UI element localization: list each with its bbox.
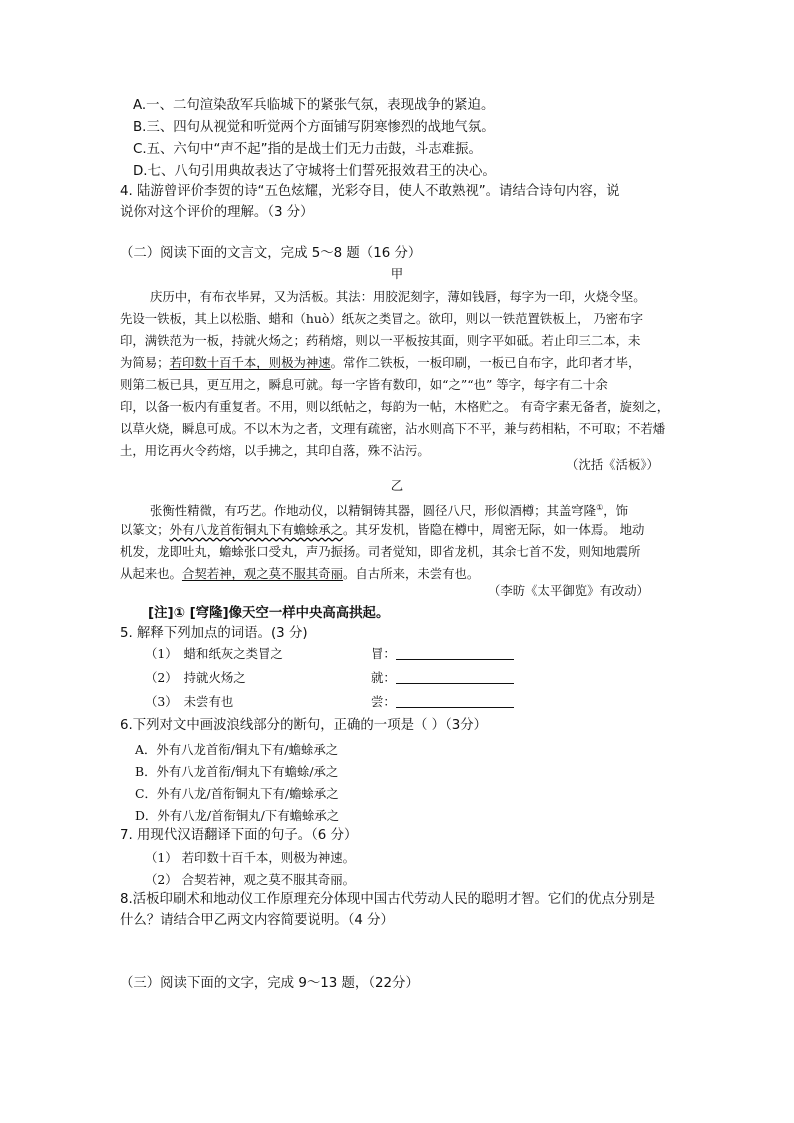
answer-blank[interactable] xyxy=(396,647,514,660)
q3-option-a: A.一、二句渲染敌军兵临城下的紧张气氛，表现战争的紧迫。 xyxy=(133,98,495,113)
q4-line-2: 说你对这个评价的理解。（3 分） xyxy=(120,205,314,220)
passage-yi-title: 乙 xyxy=(390,478,404,493)
q7-item-2: （2） 合契若神，观之莫不服其奇丽。 xyxy=(145,872,356,887)
q6-option-a: A．外有八龙首衔/铜丸下有/蟾蜍承之 xyxy=(135,742,339,757)
q5-answer-3[interactable]: 尝： xyxy=(371,692,514,712)
q6-option-b: B．外有八龙首衔/铜丸下有蟾蜍/承之 xyxy=(135,764,339,779)
q5-stem: 5. 解释下列加点的词语。(3 分) xyxy=(120,626,308,641)
yi-wavy-sentence: 外有八龙首衔铜丸下有蟾蜍承之 xyxy=(169,522,344,537)
q8-line-2: 什么？请结合甲乙两文内容简要说明。（4 分） xyxy=(120,913,394,928)
jia-line-6: 印，以备一板内有重复者。不用，则以纸帖之，每韵为一帖，木格贮之。 有奇字素无备者，旋刻之， xyxy=(120,399,670,414)
q5-answer-1[interactable]: 冒： xyxy=(371,644,514,664)
q5-item-1: （1） 蜡和纸灰之类冒之 xyxy=(145,646,283,661)
q7-item-1: （1） 若印数十百千本，则极为神速。 xyxy=(145,850,356,865)
yi-underlined-sentence: 合契若神，观之莫不服其奇丽 xyxy=(181,566,344,581)
q5-item-2: （2） 持就火炀之 xyxy=(145,670,246,685)
jia-line-1: 庆历中，有布衣毕昇，又为活板。其法：用胶泥刻字，薄如钱唇，每字为一印，火烧令坚。 xyxy=(150,289,646,304)
yi-source: （李昉《太平御览》有改动） xyxy=(488,583,650,598)
jia-line-5: 则第二板已具，更互用之，瞬息可就。每一字皆有数印，如“之”“也” 等字，每字有二十余 xyxy=(120,377,608,392)
q6-stem: 6.下列对文中画波浪线部分的断句，正确的一项是（ ）（3分） xyxy=(120,718,488,733)
jia-line-4: 为简易；若印数十百千本，则极为神速。常作二铁板，一板印刷，一板已自布字，此印者才毕， xyxy=(120,355,641,370)
q3-option-b: B.三、四句从视觉和听觉两个方面铺写阴寒惨烈的战地气氛。 xyxy=(133,120,495,135)
section-2-heading: （二）阅读下面的文言文，完成 5～8 题（16 分） xyxy=(120,246,422,261)
answer-blank[interactable] xyxy=(396,695,514,708)
q7-stem: 7. 用现代汉语翻译下面的句子。（6 分） xyxy=(120,828,358,843)
answer-blank[interactable] xyxy=(396,671,514,684)
jia-underlined-sentence: 若印数十百千本，则极为神速 xyxy=(169,355,331,370)
passage-jia-title: 甲 xyxy=(390,266,404,281)
q6-option-d: D．外有八龙/首衔铜丸/下有蟾蜍承之 xyxy=(135,808,340,823)
q5-answer-2[interactable]: 就： xyxy=(371,668,514,688)
jia-line-3: 印，满铁范为一板，持就火炀之；药稍熔，则以一平板按其面，则字平如砥。若止印三二本，未 xyxy=(120,333,641,348)
jia-source: （沈括《活板》） xyxy=(566,457,659,472)
jia-line-2: 先设一铁板，其上以松脂、蜡和（huò）纸灰之类冒之。欲印，则以一铁范置铁板上， 乃密布字 xyxy=(120,311,643,326)
q8-line-1: 8.活板印刷术和地动仪工作原理充分体现中国古代劳动人民的聪明才智。它们的优点分别是 xyxy=(120,892,656,907)
jia-line-7: 以草火烧，瞬息可成。不以木为之者，文理有疏密，沾水则高下不平，兼与药相粘，不可取；不若燔 xyxy=(120,421,666,436)
yi-line-1: 张衡性精微，有巧艺。作地动仪，以精铜铸其器，圆径八尺，形似酒樽；其盖穹隆①，饰 xyxy=(150,503,629,519)
jia-line-8: 土，用讫再火令药熔，以手拂之，其印自落，殊不沾污。 xyxy=(120,443,430,458)
yi-line-2: 以篆文；外有八龙首衔铜丸下有蟾蜍承之。其牙发机，皆隐在樽中，周密无际，如一体焉。 地动 xyxy=(120,522,645,537)
q6-option-c: C．外有八龙/首衔铜丸下有/蟾蜍承之 xyxy=(135,786,339,801)
q4-line-1: 4. 陆游曾评价李贺的诗“五色炫耀，光彩夺目，使人不敢熟视”。请结合诗句内容，说 xyxy=(120,184,620,199)
section-3-heading: （三）阅读下面的文字，完成 9～13 题，（22分） xyxy=(120,976,419,991)
yi-line-4: 从起来也。合契若神，观之莫不服其奇丽。自古所来，未尝有也。 xyxy=(120,566,480,581)
q5-item-3: （3） 未尝有也 xyxy=(145,694,234,709)
footnote: [注]① [穹隆]像天空一样中央高高拱起。 xyxy=(148,606,390,621)
q3-option-d: D.七、八句引用典故表达了守城将士们誓死报效君王的决心。 xyxy=(133,164,496,179)
yi-line-3: 机发，龙即吐丸，蟾蜍张口受丸，声乃振扬。司者觉知，即省龙机，其余七首不发，则知地震所 xyxy=(120,544,641,559)
q3-option-c: C.五、六句中“声不起”指的是战士们无力击鼓，斗志难振。 xyxy=(133,142,482,157)
